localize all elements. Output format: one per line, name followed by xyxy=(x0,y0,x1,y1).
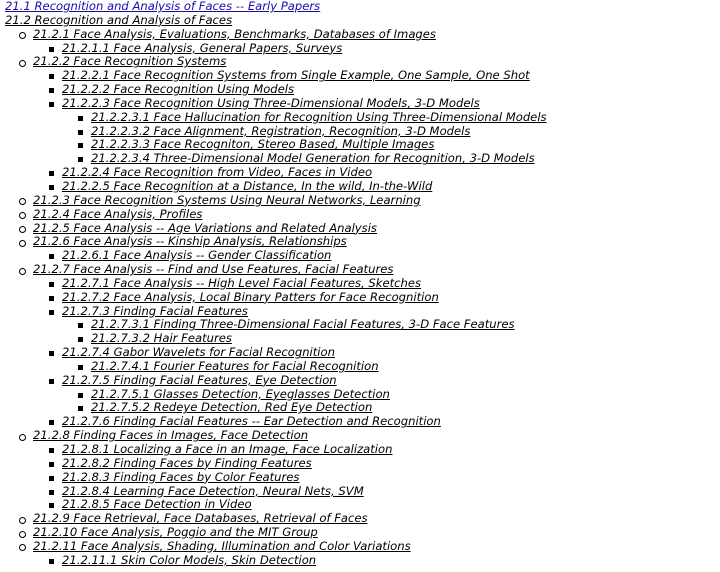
toc-link[interactable]: 21.2 Recognition and Analysis of Faces xyxy=(5,12,233,27)
toc-link[interactable]: 21.2.5 Face Analysis -- Age Variations and Related Analysis xyxy=(33,220,377,235)
toc-link[interactable]: 21.2.2.3.2 Face Alignment, Registration, Recognition, 3-D Models xyxy=(91,123,471,138)
toc-item xyxy=(0,415,720,429)
square-bullet-icon xyxy=(49,74,54,79)
square-bullet-icon xyxy=(49,88,54,93)
toc-item xyxy=(0,0,720,14)
square-bullet-icon xyxy=(49,559,54,564)
circle-bullet-icon xyxy=(19,531,26,538)
toc-item xyxy=(0,222,720,236)
toc-item xyxy=(0,471,720,485)
toc-link[interactable]: 21.2.11.1 Skin Color Models, Skin Detection xyxy=(62,552,317,567)
toc-link[interactable]: 21.2.7.3 Finding Facial Features xyxy=(62,303,248,318)
square-bullet-icon xyxy=(49,420,54,425)
toc-link[interactable]: 21.2.11 Face Analysis, Shading, Illumination and Color Variations xyxy=(33,538,411,553)
square-bullet-icon xyxy=(78,130,83,135)
circle-bullet-icon xyxy=(19,60,26,67)
toc-link[interactable]: 21.2.8.4 Learning Face Detection, Neural Nets, SVM xyxy=(62,483,364,498)
toc-link[interactable]: 21.2.7.3.2 Hair Features xyxy=(91,331,232,346)
toc-link[interactable]: 21.2.2.3.4 Three-Dimensional Model Generation for Recognition, 3-D Models xyxy=(91,151,535,166)
toc-item xyxy=(0,28,720,42)
toc-link[interactable]: 21.2.2.5 Face Recognition at a Distance, In the wild, In-the-Wild xyxy=(62,178,433,193)
square-bullet-icon xyxy=(78,116,83,121)
toc-link[interactable]: 21.2.7.3.1 Finding Three-Dimensional Facial Features, 3-D Face Features xyxy=(91,317,515,332)
circle-bullet-icon xyxy=(19,212,26,219)
circle-bullet-icon xyxy=(19,517,26,524)
toc-link[interactable]: 21.2.7.6 Finding Facial Features -- Ear Detection and Recognition xyxy=(62,414,441,429)
toc-item xyxy=(0,429,720,443)
toc-item xyxy=(0,443,720,457)
toc-item xyxy=(0,14,720,28)
toc-link[interactable]: 21.2.2.3 Face Recognition Using Three-Dimensional Models, 3-D Models xyxy=(62,95,480,110)
square-bullet-icon xyxy=(78,323,83,328)
toc-item xyxy=(0,194,720,208)
circle-bullet-icon xyxy=(19,434,26,441)
toc-link[interactable]: 21.2.7.5.2 Redeye Detection, Red Eye Detection xyxy=(91,400,373,415)
square-bullet-icon xyxy=(78,365,83,370)
toc-link[interactable]: 21.2.3 Face Recognition Systems Using Neural Networks, Learning xyxy=(33,192,421,207)
toc-link[interactable]: 21.2.7.1 Face Analysis -- High Level Facial Features, Sketches xyxy=(62,275,422,290)
toc-item xyxy=(0,249,720,263)
toc-link[interactable]: 21.2.2.2 Face Recognition Using Models xyxy=(62,82,295,97)
toc-item xyxy=(0,180,720,194)
square-bullet-icon xyxy=(49,490,54,495)
toc-item xyxy=(0,235,720,249)
toc-link[interactable]: 21.2.7.5 Finding Facial Features, Eye Detection xyxy=(62,372,337,387)
square-bullet-icon xyxy=(49,171,54,176)
circle-bullet-icon xyxy=(19,240,26,247)
square-bullet-icon xyxy=(78,337,83,342)
toc-item xyxy=(0,374,720,388)
square-bullet-icon xyxy=(49,476,54,481)
toc-item xyxy=(0,388,720,402)
toc-item xyxy=(0,111,720,125)
toc-link[interactable]: 21.2.2.3.1 Face Hallucination for Recognition Using Three-Dimensional Models xyxy=(91,109,547,124)
toc-link[interactable]: 21.2.2.3.3 Face Recogniton, Stereo Based, Multiple Images xyxy=(91,137,435,152)
toc-link[interactable]: 21.2.10 Face Analysis, Poggio and the MIT Group xyxy=(33,525,318,540)
toc-link[interactable]: 21.2.8.2 Finding Faces by Finding Features xyxy=(62,455,312,470)
toc-item xyxy=(0,360,720,374)
square-bullet-icon xyxy=(49,185,54,190)
toc-item xyxy=(0,166,720,180)
toc-link[interactable]: 21.2.1.1 Face Analysis, General Papers, Surveys xyxy=(62,40,343,55)
toc-item xyxy=(0,526,720,540)
toc-item xyxy=(0,208,720,222)
toc-item xyxy=(0,305,720,319)
toc-item xyxy=(0,55,720,69)
toc-item xyxy=(0,457,720,471)
toc-link[interactable]: 21.2.8 Finding Faces in Images, Face Detection xyxy=(33,428,309,443)
toc-item xyxy=(0,540,720,554)
toc-item xyxy=(0,332,720,346)
toc-item xyxy=(0,485,720,499)
toc-link[interactable]: 21.1 Recognition and Analysis of Faces -- Early Papers xyxy=(5,0,321,13)
square-bullet-icon xyxy=(49,351,54,356)
circle-bullet-icon xyxy=(19,32,26,39)
square-bullet-icon xyxy=(49,296,54,301)
toc-item xyxy=(0,401,720,415)
square-bullet-icon xyxy=(78,406,83,411)
toc-link[interactable]: 21.2.7.4 Gabor Wavelets for Facial Recognition xyxy=(62,345,335,360)
square-bullet-icon xyxy=(78,393,83,398)
toc-link[interactable]: 21.2.9 Face Retrieval, Face Databases, Retrieval of Faces xyxy=(33,511,368,526)
toc-link[interactable]: 21.2.7.4.1 Fourier Features for Facial Recognition xyxy=(91,358,379,373)
square-bullet-icon xyxy=(49,448,54,453)
toc-link[interactable]: 21.2.8.5 Face Detection in Video xyxy=(62,497,252,512)
circle-bullet-icon xyxy=(19,198,26,205)
circle-bullet-icon xyxy=(19,226,26,233)
toc-item xyxy=(0,512,720,526)
square-bullet-icon xyxy=(49,47,54,52)
toc-link[interactable]: 21.2.8.3 Finding Faces by Color Features xyxy=(62,469,300,484)
circle-bullet-icon xyxy=(19,544,26,551)
square-bullet-icon xyxy=(49,379,54,384)
toc-item xyxy=(0,83,720,97)
toc-item xyxy=(0,554,720,568)
toc-link[interactable]: 21.2.4 Face Analysis, Profiles xyxy=(33,206,203,221)
square-bullet-icon xyxy=(49,462,54,467)
toc-link[interactable]: 21.2.2.4 Face Recognition from Video, Faces in Video xyxy=(62,165,373,180)
toc-item xyxy=(0,291,720,305)
square-bullet-icon xyxy=(49,503,54,508)
square-bullet-icon xyxy=(49,310,54,315)
toc-link[interactable]: 21.2.2 Face Recognition Systems xyxy=(33,54,227,69)
toc-item xyxy=(0,318,720,332)
toc-link[interactable]: 21.2.6 Face Analysis -- Kinship Analysis, Relationships xyxy=(33,234,347,249)
square-bullet-icon xyxy=(78,157,83,162)
square-bullet-icon xyxy=(49,254,54,259)
toc-item xyxy=(0,138,720,152)
toc-item xyxy=(0,277,720,291)
toc-link[interactable]: 21.2.8.1 Localizing a Face in an Image, Face Localization xyxy=(62,442,393,456)
square-bullet-icon xyxy=(49,282,54,287)
toc-link[interactable]: 21.2.7 Face Analysis -- Find and Use Features, Facial Features xyxy=(33,262,394,277)
toc-item xyxy=(0,69,720,83)
toc-link[interactable]: 21.2.2.1 Face Recognition Systems from Single Example, One Sample, One Shot xyxy=(62,68,530,83)
toc-link[interactable]: 21.2.6.1 Face Analysis -- Gender Classification xyxy=(62,248,332,263)
toc-item xyxy=(0,42,720,56)
toc-link[interactable]: 21.2.7.2 Face Analysis, Local Binary Patters for Face Recognition xyxy=(62,289,439,304)
toc-item xyxy=(0,346,720,360)
toc-item xyxy=(0,152,720,166)
toc-item xyxy=(0,498,720,512)
toc-link[interactable]: 21.2.1 Face Analysis, Evaluations, Benchmarks, Databases of Images xyxy=(33,26,436,41)
toc-item xyxy=(0,125,720,139)
toc-item xyxy=(0,97,720,111)
toc-link[interactable]: 21.2.7.5.1 Glasses Detection, Eyeglasses Detection xyxy=(91,386,390,401)
toc-item xyxy=(0,263,720,277)
square-bullet-icon xyxy=(49,102,54,107)
circle-bullet-icon xyxy=(19,268,26,275)
square-bullet-icon xyxy=(78,143,83,148)
